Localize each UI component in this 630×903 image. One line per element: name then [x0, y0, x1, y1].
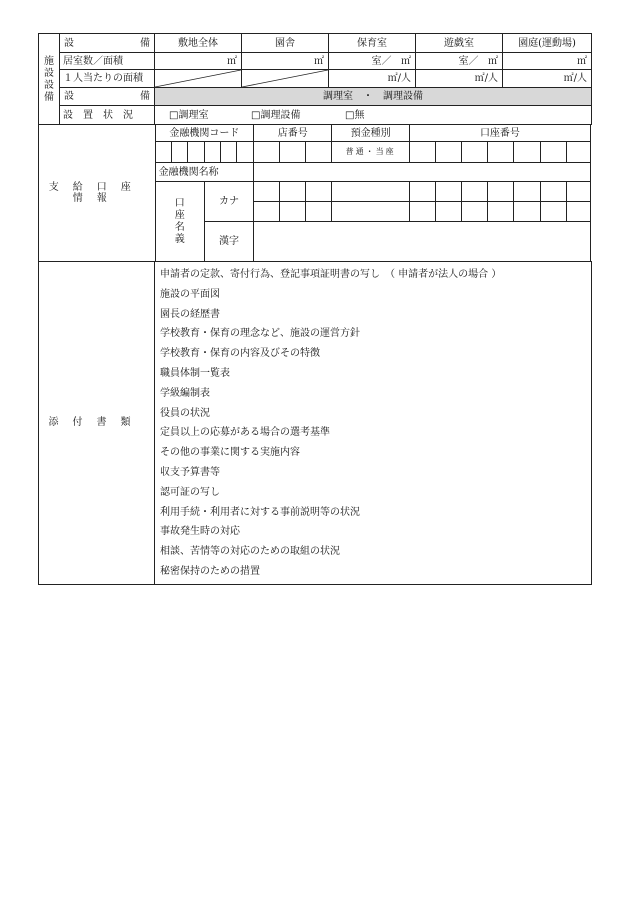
branch-no-digit[interactable] — [254, 142, 280, 163]
kana-char-cell[interactable] — [306, 182, 332, 202]
kana-char-cell[interactable] — [254, 182, 280, 202]
kana-char-cell[interactable] — [409, 202, 435, 222]
kana-char-cell[interactable] — [462, 202, 488, 222]
kana-char-cell[interactable] — [514, 202, 540, 222]
list-item: 秘密保持のための措置 — [160, 565, 260, 577]
branch-no-digit[interactable] — [306, 142, 332, 163]
list-item: 利用手続・利用者に対する事前説明等の状況 — [160, 506, 360, 518]
list-item: 役員の状況 — [160, 407, 210, 419]
bank-account-table — [38, 124, 591, 262]
playroom-per-person-field[interactable]: ㎡/人 — [416, 70, 503, 88]
kana-char-cell[interactable] — [280, 202, 306, 222]
list-item: 施設の平面図 — [160, 288, 220, 300]
rooms-area-row-label: 居室数／面積 — [60, 53, 155, 70]
column-header-playroom: 遊戯室 — [416, 34, 503, 53]
install-status-options — [155, 106, 592, 125]
kana-char-cell[interactable] — [332, 202, 409, 222]
playroom-rooms-area-field[interactable]: 室／ ㎡ — [416, 53, 503, 70]
kana-char-cell[interactable] — [540, 202, 566, 222]
column-header-building: 園舎 — [242, 34, 329, 53]
install-status-row-label: 設 置 状 況 — [60, 106, 155, 125]
equipment2-row-label: 設 備 — [60, 88, 155, 106]
column-header-site: 敷地全体 — [155, 34, 242, 53]
list-item: 相談、苦情等の対応のための取組の状況 — [160, 546, 340, 558]
branch-no-digit[interactable] — [280, 142, 306, 163]
site-area-field[interactable]: ㎡ — [155, 53, 242, 70]
kana-char-cell[interactable] — [488, 202, 514, 222]
kana-char-cell[interactable] — [332, 182, 409, 202]
list-item: 事故発生時の対応 — [160, 526, 240, 538]
kana-char-cell[interactable] — [254, 202, 280, 222]
checkbox-none[interactable]: □無 — [345, 109, 365, 121]
bank-code-header: 金融機関コード — [155, 125, 254, 142]
bank-name-field[interactable] — [254, 163, 591, 182]
bank-code-digit[interactable] — [187, 142, 204, 163]
application-form — [38, 33, 591, 585]
playground-area-field[interactable]: ㎡ — [503, 53, 592, 70]
facilities-section-label: 施 設 設 備 — [39, 34, 60, 125]
kana-char-cell[interactable] — [566, 182, 590, 202]
kana-char-cell[interactable] — [488, 182, 514, 202]
checkbox-cooking-room[interactable]: □調理室 — [169, 109, 209, 121]
list-item: 職員体制一覧表 — [160, 367, 230, 379]
kanji-name-field[interactable] — [254, 222, 591, 262]
kana-label: カナ — [204, 182, 253, 222]
kana-char-cell[interactable] — [280, 182, 306, 202]
list-item: 園長の経歴書 — [160, 308, 220, 320]
list-item: 収支予算書等 — [160, 466, 220, 478]
list-item: 学校教育・保育の理念など、施設の運営方針 — [160, 328, 360, 340]
nursery-room-per-person-field[interactable]: ㎡/人 — [329, 70, 416, 88]
kana-char-cell[interactable] — [462, 182, 488, 202]
building-area-field[interactable]: ㎡ — [242, 53, 329, 70]
per-person-row-label: １人当たりの面積 — [60, 70, 155, 88]
list-item: その他の事業に関する実施内容 — [160, 447, 300, 459]
branch-no-header: 店番号 — [254, 125, 332, 142]
account-no-digit[interactable] — [409, 142, 435, 163]
equipment-type-header: 調理室 ・ 調理設備 — [155, 88, 592, 106]
kana-char-cell[interactable] — [436, 182, 462, 202]
kana-char-cell[interactable] — [514, 182, 540, 202]
bank-code-digit[interactable] — [236, 142, 253, 163]
bank-code-digit[interactable] — [155, 142, 171, 163]
column-header-nursery-room: 保育室 — [329, 34, 416, 53]
facilities-table — [38, 33, 592, 125]
kana-char-cell[interactable] — [306, 202, 332, 222]
bank-code-digit[interactable] — [220, 142, 236, 163]
list-item: 定員以上の応募がある場合の選考基準 — [160, 427, 330, 439]
account-no-digit[interactable] — [436, 142, 462, 163]
account-no-digit[interactable] — [566, 142, 590, 163]
list-item: 申請者の定款、寄付行為、登記事項証明書の写し （ 申請者が法人の場合 ） — [160, 269, 502, 280]
bank-section-label: 支給口座情報 — [39, 125, 156, 262]
list-item: 認可証の写し — [160, 486, 220, 498]
account-no-header: 口座番号 — [409, 125, 590, 142]
playground-per-person-field[interactable]: ㎡/人 — [503, 70, 592, 88]
account-no-digit[interactable] — [462, 142, 488, 163]
building-per-person-na-cell — [242, 70, 329, 88]
kana-char-cell[interactable] — [436, 202, 462, 222]
attachments-section-label: 添付書類 — [39, 262, 155, 585]
kana-char-cell[interactable] — [540, 182, 566, 202]
bank-name-label: 金融機関名称 — [155, 163, 254, 182]
list-item: 学級編制表 — [160, 387, 210, 399]
attachments-list — [155, 262, 592, 585]
account-no-digit[interactable] — [540, 142, 566, 163]
account-no-digit[interactable] — [514, 142, 540, 163]
site-per-person-na-cell — [155, 70, 242, 88]
nursery-room-rooms-area-field[interactable]: 室／ ㎡ — [329, 53, 416, 70]
list-item: 学校教育・保育の内容及びその特徴 — [160, 348, 320, 360]
attachments-table — [38, 261, 592, 585]
account-no-digit[interactable] — [488, 142, 514, 163]
column-header-playground: 園庭(運動場) — [503, 34, 592, 53]
account-holder-label: 口 座 名 義 — [155, 182, 204, 262]
checkbox-cooking-equipment[interactable]: □調理設備 — [251, 109, 301, 121]
deposit-type-value[interactable]: 普通・当座 — [332, 142, 409, 163]
bank-code-digit[interactable] — [171, 142, 187, 163]
deposit-type-header: 預金種別 — [332, 125, 409, 142]
equipment-row-label: 設 備 — [60, 34, 155, 53]
bank-code-digit[interactable] — [204, 142, 220, 163]
kanji-label: 漢字 — [204, 222, 253, 262]
kana-char-cell[interactable] — [409, 182, 435, 202]
kana-char-cell[interactable] — [566, 202, 590, 222]
